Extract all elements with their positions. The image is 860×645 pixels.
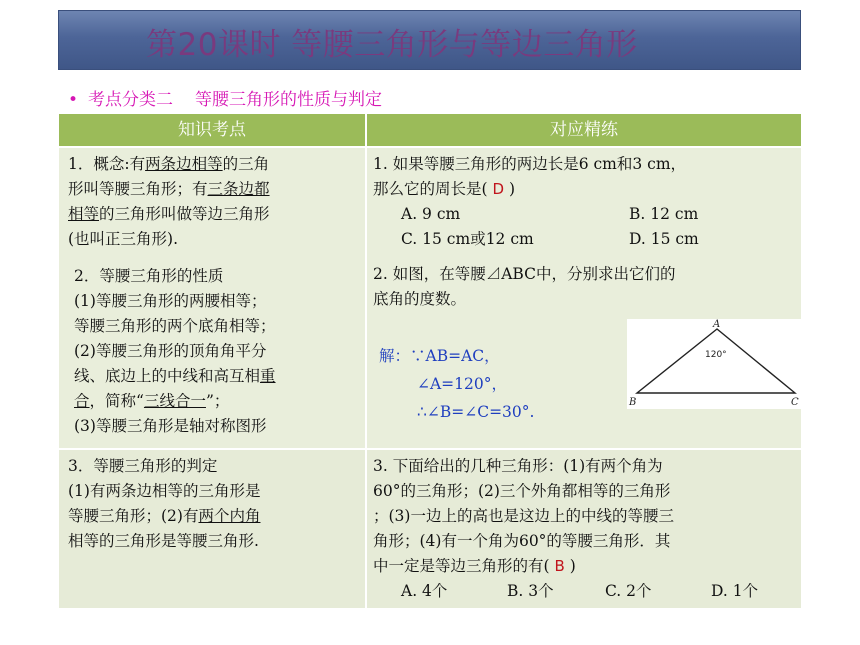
section-subheading: [68, 85, 382, 110]
answer-q1: D: [492, 180, 505, 198]
bullet-icon: •: [68, 90, 79, 110]
question-2: 2. 如图，在等腰⊿ABC中，分别求出它们的 底角的度数。: [373, 265, 676, 308]
header-knowledge: 知识考点: [59, 114, 365, 146]
vertex-c-label: C: [791, 397, 799, 408]
concept-text: 1．概念:有两条边相等的三角 形叫等腰三角形；有三条边都 相等的三角形叫做等边三角形 (也叫正三角形).: [68, 155, 270, 248]
question-3: 3. 下面给出的几种三角形：(1)有两个角为 60°的三角形；(2)三个外角都相等的三角形 ；(3)一边上的高也是这边上的中线的等腰三 角形；(4)有一个角为60°的等腰三角形．其 中一定是等边三角形的有( B ) A. 4个 B. 3个 C. 2个 D. 1个: [373, 457, 759, 600]
triangle-abc: [637, 329, 795, 393]
vertex-b-label: B: [629, 397, 637, 408]
triangle-diagram: [627, 319, 801, 409]
vertex-a-label: A: [713, 319, 721, 330]
topic-label: 等腰三角形的性质与判定: [195, 90, 383, 110]
answer-q3: B: [554, 557, 565, 575]
cell-criteria: [59, 450, 365, 608]
criteria-text: 3．等腰三角形的判定 (1)有两条边相等的三角形是 等腰三角形；(2)有两个内角 相等的三角形是等腰三角形.: [68, 457, 261, 550]
solution-q2: 解：∵AB=AC， ∠A=120°， ∴∠B=∠C=30°.: [379, 347, 535, 421]
category-label: 考点分类二: [88, 90, 174, 110]
title-banner: [58, 10, 801, 70]
apex-angle-label: 120°: [705, 350, 727, 360]
cell-concepts-properties: [59, 148, 365, 448]
question-1: 1. 如果等腰三角形的两边长是6 cm和3 cm， 那么它的周长是( D ) A. 9 cm B. 12 cm C. 15 cm或12 cm D. 15 cm: [373, 155, 699, 248]
cell-practice-3: [367, 450, 801, 608]
properties-text: 2．等腰三角形的性质 (1)等腰三角形的两腰相等； 等腰三角形的两个底角相等； (2)等腰三角形的顶角角平分 线、底边上的中线和高互相重 合，简称“三线合一”； (3)等腰三角形是轴对称图形: [74, 267, 276, 435]
page-title: 第20课时 等腰三角形与等边三角形: [146, 27, 638, 63]
triangle-figure: [627, 319, 801, 409]
header-practice: 对应精练: [367, 114, 801, 146]
